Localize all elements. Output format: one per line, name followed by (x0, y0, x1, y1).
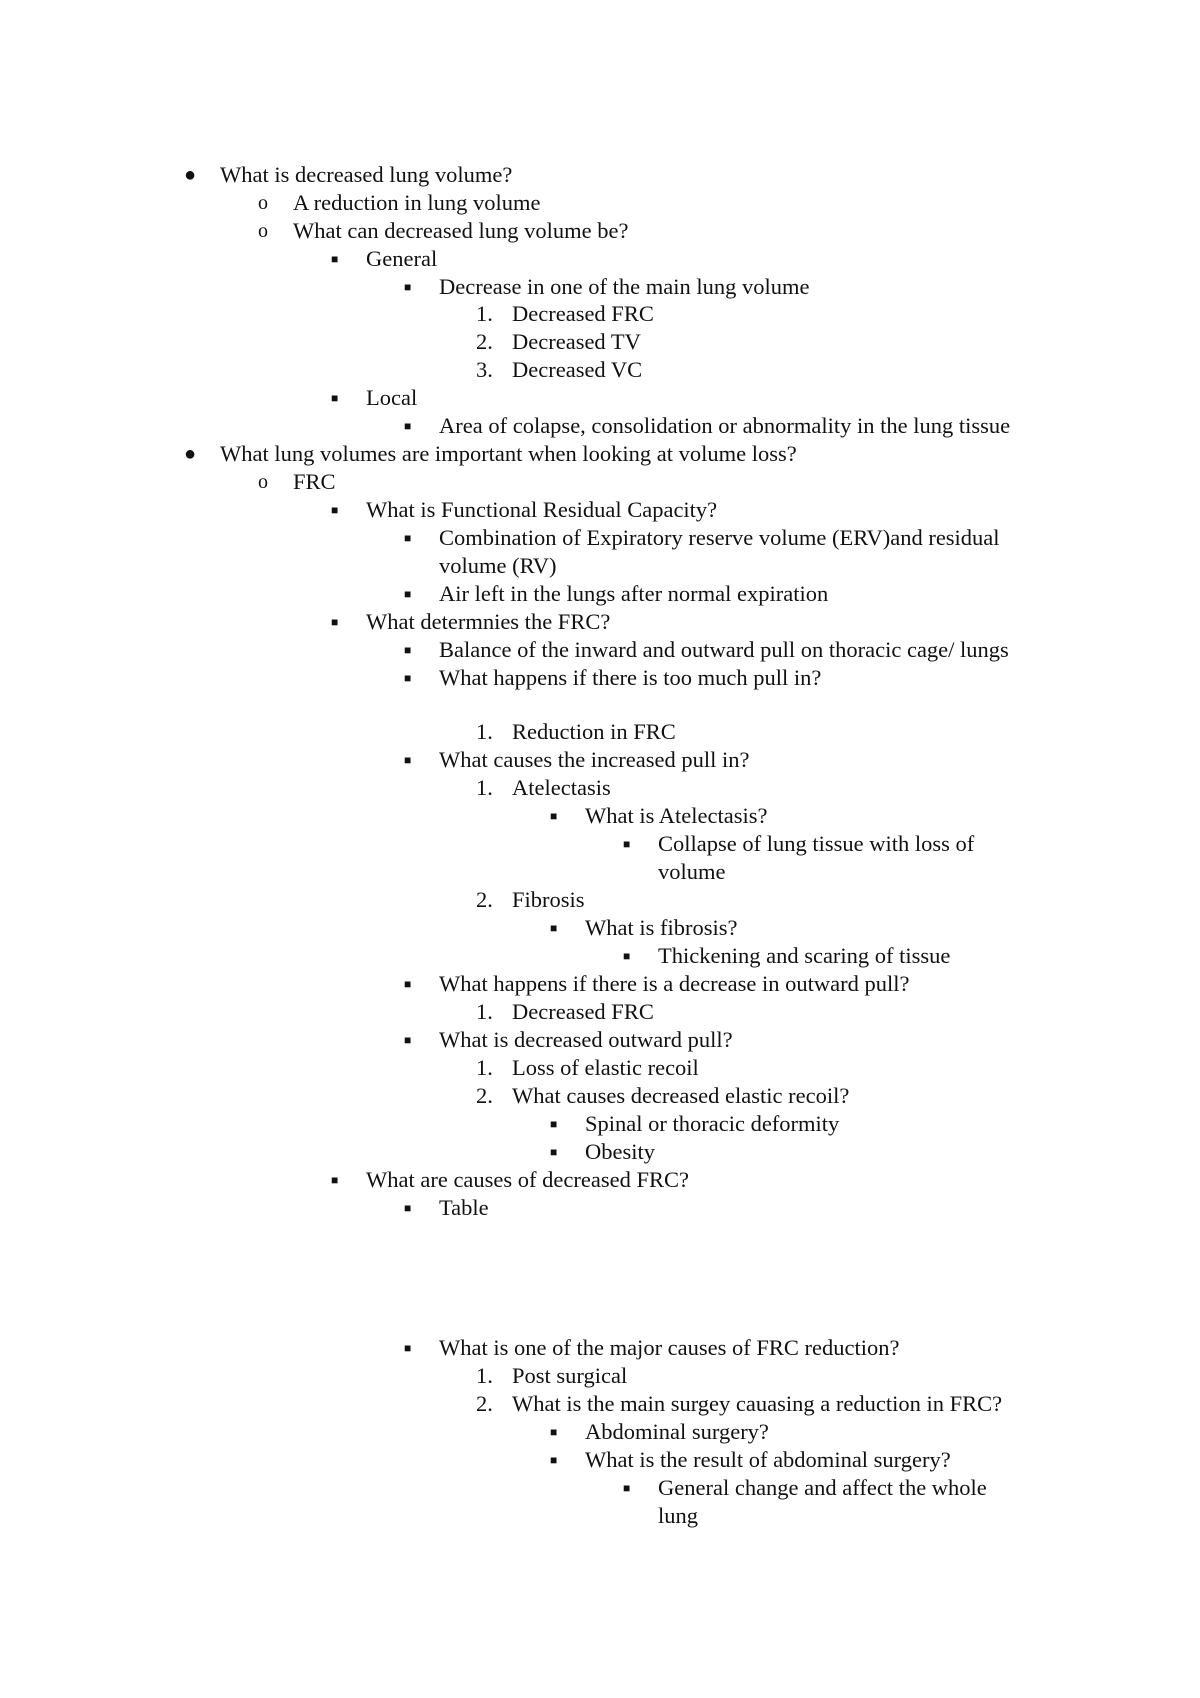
bullet-square-icon: ■ (623, 837, 631, 851)
bullet-disc-icon: ● (184, 164, 197, 186)
list-number: 2. (476, 1391, 493, 1416)
list-item: Loss of elastic recoil (512, 1055, 699, 1080)
list-item: General change and affect the whole (658, 1475, 987, 1500)
bullet-square-icon: ■ (550, 1425, 558, 1439)
list-number: 1. (476, 719, 493, 744)
list-item: What happens if there is too much pull in? (439, 665, 822, 690)
list-item: Area of colapse, consolidation or abnormality in the lung tissue (439, 413, 1011, 438)
list-item: Thickening and scaring of tissue (658, 943, 951, 968)
list-number: 3. (476, 357, 493, 382)
bullet-square-icon: ■ (404, 531, 412, 545)
bullet-square-icon: ■ (331, 391, 339, 405)
bullet-square-icon: ■ (331, 252, 339, 266)
list-item: Air left in the lungs after normal expiration (439, 581, 829, 606)
list-item: Spinal or thoracic deformity (585, 1111, 840, 1136)
bullet-square-icon: ■ (404, 1341, 412, 1355)
list-item: Decreased FRC (512, 301, 654, 326)
list-item: Decreased TV (512, 329, 641, 354)
bullet-circle-icon: o (258, 220, 268, 242)
list-number: 2. (476, 887, 493, 912)
list-item: A reduction in lung volume (293, 190, 541, 215)
bullet-square-icon: ■ (404, 1033, 412, 1047)
list-item: What lung volumes are important when looking at volume loss? (220, 441, 797, 466)
bullet-square-icon: ■ (404, 1201, 412, 1215)
list-item: What causes the increased pull in? (439, 747, 750, 772)
list-item: Balance of the inward and outward pull on thoracic cage/ lungs (439, 637, 1009, 662)
list-number: 1. (476, 1055, 493, 1080)
list-number: 1. (476, 301, 493, 326)
list-item: What is the result of abdominal surgery? (585, 1447, 951, 1472)
list-item: General (366, 246, 438, 271)
bullet-square-icon: ■ (404, 977, 412, 991)
list-item: Obesity (585, 1139, 655, 1164)
list-item: What determnies the FRC? (366, 609, 611, 634)
bullet-square-icon: ■ (331, 503, 339, 517)
bullet-square-icon: ■ (550, 809, 558, 823)
list-item: volume (RV) (439, 553, 557, 578)
list-number: 1. (476, 999, 493, 1024)
list-item: Table (439, 1195, 489, 1220)
bullet-square-icon: ■ (404, 419, 412, 433)
list-item: What is fibrosis? (585, 915, 738, 940)
list-item: FRC (293, 469, 336, 494)
bullet-circle-icon: o (258, 192, 268, 214)
bullet-square-icon: ■ (404, 280, 412, 294)
list-number: 2. (476, 329, 493, 354)
list-item: volume (658, 859, 726, 884)
list-item: What can decreased lung volume be? (293, 218, 629, 243)
list-item: What is Functional Residual Capacity? (366, 497, 718, 522)
bullet-circle-icon: o (258, 471, 268, 493)
bullet-square-icon: ■ (550, 1117, 558, 1131)
list-item: Fibrosis (512, 887, 585, 912)
list-item: Decrease in one of the main lung volume (439, 274, 810, 299)
list-item: What is one of the major causes of FRC reduction? (439, 1335, 900, 1360)
list-item: Local (366, 385, 418, 410)
list-item: What happens if there is a decrease in outward pull? (439, 971, 910, 996)
bullet-square-icon: ■ (404, 643, 412, 657)
list-item: Reduction in FRC (512, 719, 676, 744)
list-item: Decreased VC (512, 357, 643, 382)
list-number: 2. (476, 1083, 493, 1108)
bullet-square-icon: ■ (404, 671, 412, 685)
list-item: Atelectasis (512, 775, 611, 800)
list-item: Post surgical (512, 1363, 628, 1388)
list-item: What causes decreased elastic recoil? (512, 1083, 850, 1108)
list-item: What is Atelectasis? (585, 803, 768, 828)
bullet-square-icon: ■ (331, 1173, 339, 1187)
list-number: 1. (476, 775, 493, 800)
list-item: lung (658, 1503, 699, 1528)
bullet-square-icon: ■ (550, 921, 558, 935)
list-item: What is the main surgey cauasing a reduction in FRC? (512, 1391, 1003, 1416)
list-item: Combination of Expiratory reserve volume (ERV)and residual (439, 525, 1000, 550)
list-item: What are causes of decreased FRC? (366, 1167, 689, 1192)
list-item: Abdominal surgery? (585, 1419, 769, 1444)
list-number: 1. (476, 1363, 493, 1388)
bullet-square-icon: ■ (404, 753, 412, 767)
bullet-square-icon: ■ (550, 1453, 558, 1467)
bullet-square-icon: ■ (550, 1145, 558, 1159)
bullet-square-icon: ■ (404, 587, 412, 601)
bullet-disc-icon: ● (184, 443, 197, 465)
list-item: Decreased FRC (512, 999, 654, 1024)
list-item: What is decreased lung volume? (220, 162, 513, 187)
bullet-square-icon: ■ (623, 949, 631, 963)
list-item: Collapse of lung tissue with loss of (658, 831, 975, 856)
bullet-square-icon: ■ (331, 615, 339, 629)
list-item: What is decreased outward pull? (439, 1027, 733, 1052)
bullet-square-icon: ■ (623, 1481, 631, 1495)
